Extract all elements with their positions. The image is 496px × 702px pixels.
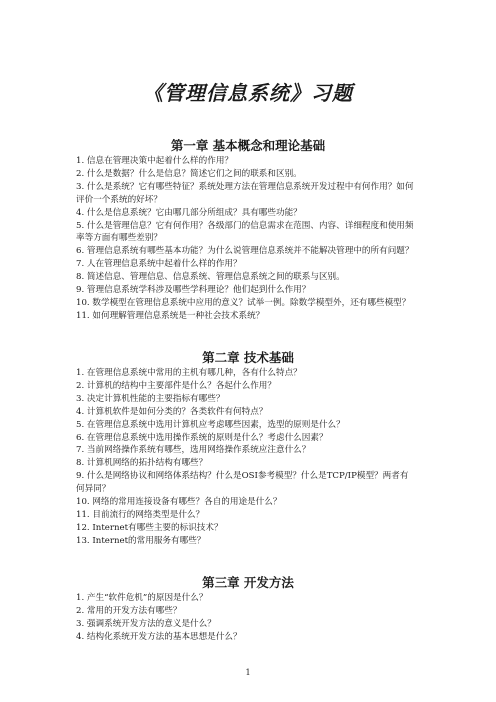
question-item: 1. 产生“软件危机”的原因是什么？ <box>76 593 208 603</box>
chapter-2-heading: 第二章 技术基础 <box>202 350 294 365</box>
question-item: 9. 管理信息系统学科涉及哪些学科理论？他们起到什么作用？ <box>76 285 311 296</box>
chapter-3-heading: 第三章 开发方法 <box>202 575 294 590</box>
question-item: 7. 人在管理信息系统中起着什么样的作用？ <box>76 259 242 270</box>
question-item: 7. 当前网络操作系统有哪些，选用网络操作系统应注意什么？ <box>76 445 311 456</box>
question-item: 1. 在管理信息系统中常用的主机有哪几种，各有什么特点？ <box>76 368 302 378</box>
question-item: 3. 什么是系统？它有哪些特征？系统处理方法在管理信息系统开发过程中有何作用？如何评价一个系统的好坏？ <box>76 181 414 205</box>
chapter-1-question-list <box>76 155 416 323</box>
question-item: 12. Internet有哪些主要的标识技术？ <box>76 522 223 533</box>
page-number: 1 <box>245 668 251 677</box>
question-item: 3. 决定计算机性能的主要指标有哪些？ <box>76 393 225 404</box>
question-item: 1. 信息在管理决策中起着什么样的作用？ <box>76 156 234 166</box>
question-item: 11. 目前流行的网络类型是什么？ <box>76 509 205 520</box>
question-item: 4. 什么是信息系统？它由哪几部分所组成？具有哪些功能？ <box>76 207 302 218</box>
question-item: 3. 强调系统开发方法的意义是什么？ <box>76 618 216 629</box>
question-item: 2. 什么是数据？什么是信息？简述它们之间的联系和区别。 <box>76 168 302 179</box>
question-item: 6. 管理信息系统有哪些基本功能？为什么说管理信息系统并不能解决管理中的所有问题？ <box>76 246 414 257</box>
question-item: 2. 常用的开发方法有哪些？ <box>76 605 182 616</box>
chapter-2-question-list <box>76 367 416 548</box>
document-title: 《管理信息系统》习题 <box>143 81 353 105</box>
question-item: 13. Internet的常用服务有哪些？ <box>76 535 206 546</box>
question-item: 4. 计算机软件是如何分类的？各类软件有何特点？ <box>76 406 268 417</box>
question-item: 11. 如何理解管理信息系统是一种社会技术系统？ <box>76 310 265 321</box>
question-item: 8. 简述信息、管理信息、信息系统、管理信息系统之间的联系与区别。 <box>76 272 345 283</box>
chapter-3-question-list <box>76 592 416 644</box>
question-item: 5. 什么是管理信息？它有何作用？各级部门的信息需求在范围、内容、详细程度和使用频率等方面有哪些差别？ <box>76 220 414 244</box>
question-item: 5. 在管理信息系统中选用计算机应考虑哪些因素，选型的原则是什么？ <box>76 419 345 430</box>
question-item: 10. 数学模型在管理信息系统中应用的意义？试举一例。除数学模型外，还有哪些模型？ <box>76 297 411 308</box>
question-item: 6. 在管理信息系统中选用操作系统的原则是什么？考虑什么因素？ <box>76 432 328 443</box>
question-item: 9. 什么是网络协议和网络体系结构？什么是OSI参考模型？什么是TCP/IP模型？两者有何异同？ <box>76 471 409 495</box>
chapter-1-heading: 第一章 基本概念和理论基础 <box>170 138 326 153</box>
question-item: 2. 计算机的结构中主要部件是什么？各起什么作用？ <box>76 380 276 391</box>
question-item: 10. 网络的常用连接设备有哪些？各自的用途是什么？ <box>76 497 282 508</box>
question-item: 8. 计算机网络的拓扑结构有哪些？ <box>76 458 208 469</box>
question-item: 4. 结构化系统开发方法的基本思想是什么？ <box>76 631 242 642</box>
